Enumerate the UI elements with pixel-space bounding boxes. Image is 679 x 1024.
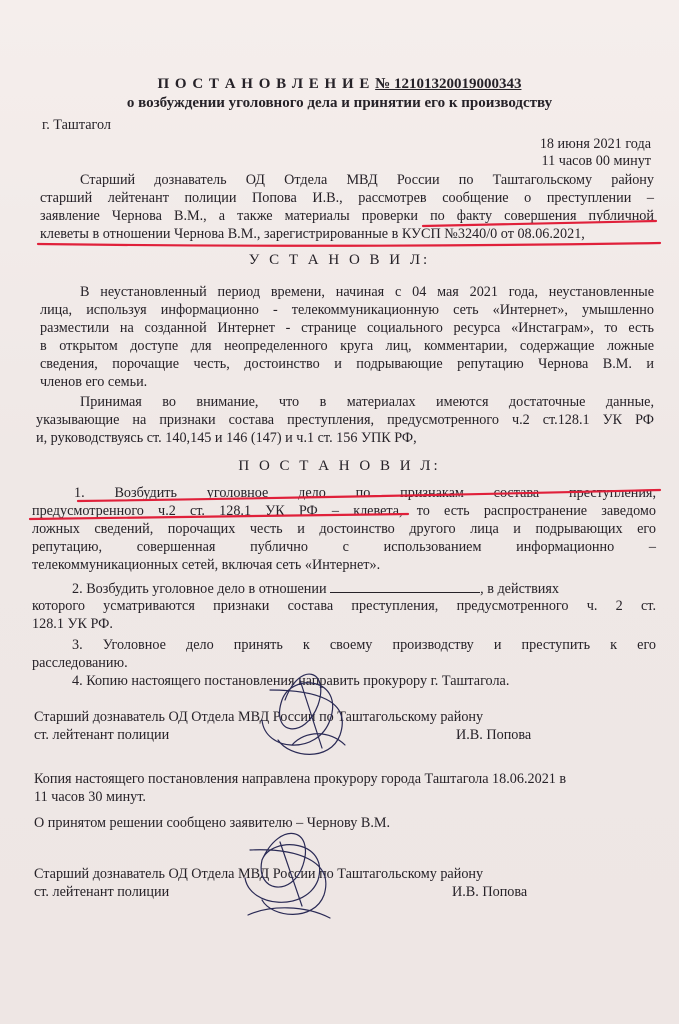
item4-line: 4. Копию настоящего постановления направить прокурору г. Таштагола.: [72, 673, 510, 689]
item2-line: [72, 580, 559, 597]
intro-line: клеветы в отношении Чернова В.М., зарегистрированные в КУСП №3240/0 от 08.06.2021,: [40, 226, 585, 242]
heading-resolved: П О С Т А Н О В И Л:: [238, 458, 441, 474]
signature2-position: Старший дознаватель ОД Отдела МВД России по Таштагольскому району: [34, 866, 484, 882]
signature2-name: И.В. Попова: [452, 884, 528, 900]
established-line: разместили на созданной Интернет - странице социального ресурса «Инстаграм», то есть: [40, 320, 654, 336]
established-line: В неустановленный период времени, начиная с 04 мая 2021 года, неустановленные: [80, 284, 654, 300]
established-line: сведения, порочащие честь, достоинство и подрывающие репутацию Чернова В.М. и: [40, 356, 654, 372]
item1-line: репутацию, совершенная публично с использованием информационно –: [32, 539, 656, 555]
item2-line: 128.1 УК РФ.: [32, 616, 113, 632]
blank-field: [330, 580, 480, 593]
red-underline: [38, 243, 660, 246]
item2-text: , в действиях: [480, 581, 559, 597]
intro-line: старший лейтенант полиции Попова И.В., рассмотрев сообщение о преступлении –: [40, 190, 654, 206]
signature1-name: И.В. Попова: [456, 727, 532, 743]
date: 18 июня 2021 года: [539, 136, 651, 152]
time: 11 часов 00 минут: [541, 153, 651, 169]
notified-line: О принятом решении сообщено заявителю – Чернову В.М.: [34, 815, 391, 831]
item1-line: предусмотренного ч.2 ст. 128.1 УК РФ – клевета, то есть распространение заведомо: [32, 503, 656, 519]
item2-line: которого усматриваются признаки состава преступления, предусмотренного ч. 2 ст.: [32, 598, 656, 614]
considering-line: указывающие на признаки состава преступления, предусмотренного ч.2 ст.128.1 УК РФ: [36, 412, 654, 428]
city: г. Таштагол: [42, 117, 111, 133]
intro-line: заявление Чернова В.М., а также материалы проверки по факту совершения публичной: [40, 208, 654, 224]
signature1-rank: ст. лейтенант полиции: [34, 727, 170, 743]
established-line: членов его семьи.: [40, 374, 148, 390]
copy-note-line: 11 часов 30 минут.: [34, 789, 146, 805]
considering-line: Принимая во внимание, что в материалах имеются достаточные данные,: [80, 394, 654, 410]
item3-line: расследованию.: [32, 655, 128, 671]
item1-line: ложных сведений, порочащих честь и достоинство другого лица и подрывающих его: [32, 521, 656, 537]
item3-line: 3. Уголовное дело принять к своему производству и преступить к его: [72, 637, 656, 653]
signature2-rank: ст. лейтенант полиции: [34, 884, 170, 900]
document-subtitle: о возбуждении уголовного дела и принятии его к производству: [126, 95, 553, 111]
intro-line: Старший дознаватель ОД Отдела МВД России по Таштагольскому району: [80, 172, 654, 188]
case-number: № 12101320019000343: [375, 76, 522, 92]
signature1-position: Старший дознаватель ОД Отдела МВД России по Таштагольскому району: [34, 709, 484, 725]
document-title: [0, 76, 679, 93]
copy-note-line: Копия настоящего постановления направлена прокурору города Таштагола 18.06.2021 в: [34, 771, 567, 787]
title-word: П О С Т А Н О В Л Е Н И Е: [157, 76, 371, 92]
established-line: в открытом доступе для неопределенного круга лиц, комментарии, содержащие ложные: [40, 338, 654, 354]
item2-text: 2. Возбудить уголовное дело в отношении: [72, 581, 327, 597]
considering-line: и, руководствуясь ст. 140,145 и 146 (147) и ч.1 ст. 156 УПК РФ,: [36, 430, 417, 446]
established-line: лица, используя информационно - телекоммуникационную сеть «Интернет», умышленно: [40, 302, 654, 318]
item1-line: телекоммуникационных сетей, включая сеть «Интернет».: [32, 557, 381, 573]
heading-established: У С Т А Н О В И Л:: [248, 252, 431, 268]
item1-line: 1. Возбудить уголовное дело по признакам состава преступления,: [74, 485, 656, 501]
